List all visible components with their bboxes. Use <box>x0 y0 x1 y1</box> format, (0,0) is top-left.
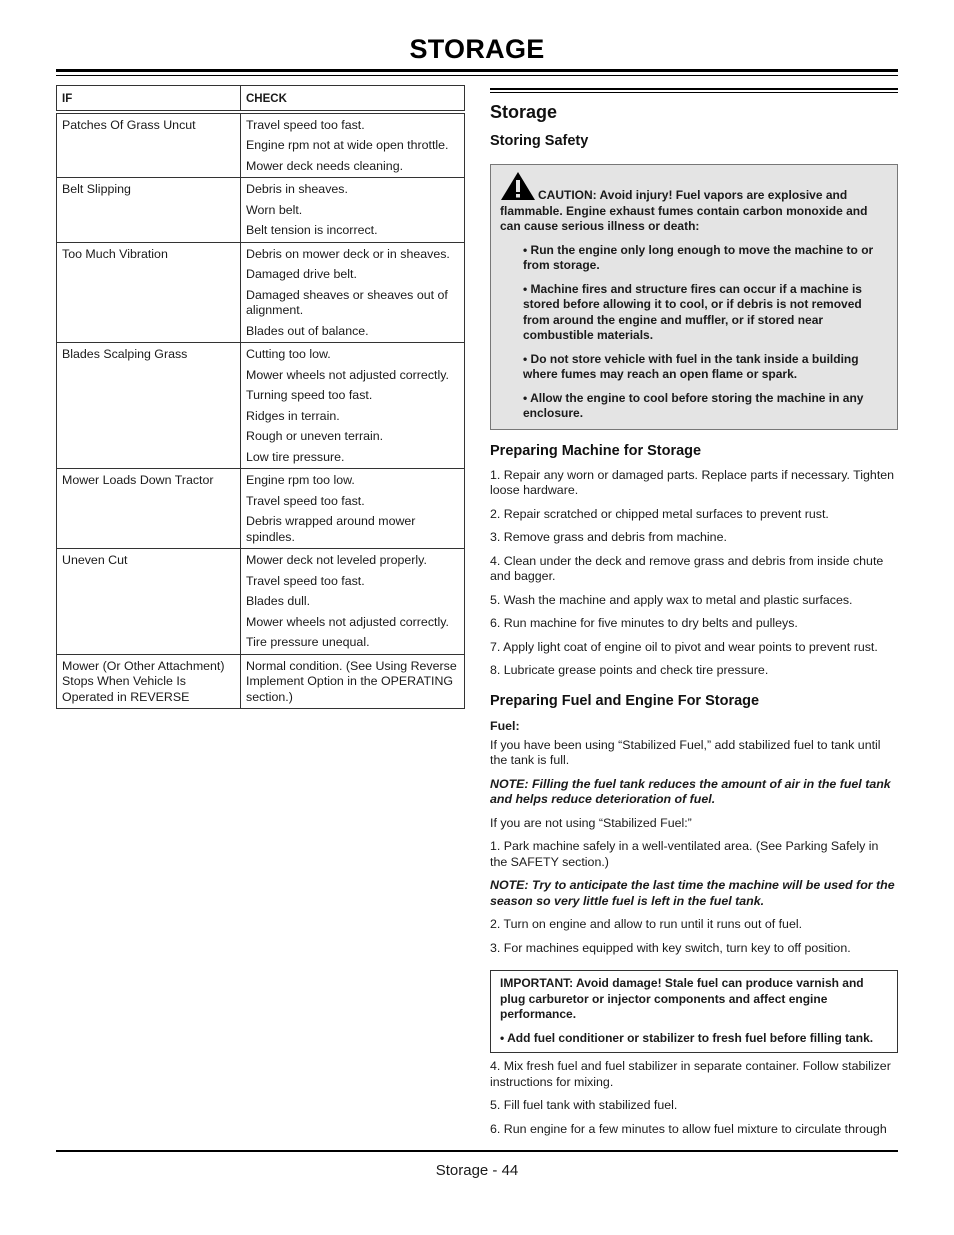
check-item: Worn belt. <box>246 202 303 217</box>
check-cell <box>241 654 465 709</box>
step-item: 5. Fill fuel tank with stabilized fuel. <box>490 1098 678 1112</box>
step-item: 4. Clean under the deck and remove grass and debris from inside chute and bagger. <box>490 553 884 583</box>
check-item: Engine rpm too low. <box>246 473 355 487</box>
stabilized-fuel-paragraph: If you have been using “Stabilized Fuel,” add stabilized fuel to tank until the tank is full. <box>490 737 881 767</box>
footer-rule <box>56 1150 898 1152</box>
check-item: Low tire pressure. <box>246 449 345 464</box>
important-box <box>490 970 898 1053</box>
important-text: IMPORTANT: Avoid damage! Stale fuel can produce varnish and plug carburetor or injector components and affect engine performance. <box>500 976 864 1021</box>
preparing-machine-heading: Preparing Machine for Storage <box>490 442 702 459</box>
check-cell <box>241 469 465 549</box>
step-item: 6. Run engine for a few minutes to allow fuel mixture to circulate through <box>490 1121 887 1136</box>
check-item: Travel speed too fast. <box>246 493 365 508</box>
note-last-use: NOTE: Try to anticipate the last time the machine will be used for the season so very little fuel is left in the fuel tank. <box>490 878 895 908</box>
caution-box <box>490 164 898 430</box>
if-cell: Belt Slipping <box>57 178 241 243</box>
check-item: Rough or uneven terrain. <box>246 429 384 443</box>
check-cell <box>241 343 465 469</box>
step-item: 2. Repair scratched or chipped metal surfaces to prevent rust. <box>490 506 829 521</box>
preparing-machine-steps <box>490 468 898 679</box>
page-title: STORAGE <box>409 34 545 64</box>
check-item: Mower deck not leveled properly. <box>246 553 427 567</box>
storing-safety-heading: Storing Safety <box>490 133 589 149</box>
caution-item: • Run the engine only long enough to move the machine to or from storage. <box>523 242 874 272</box>
check-cell <box>241 178 465 243</box>
title-rule-top <box>56 69 898 72</box>
important-bullet: • Add fuel conditioner or stabilizer to fresh fuel before filling tank. <box>500 1030 874 1045</box>
check-item: Debris in sheaves. <box>246 182 348 196</box>
check-item: Belt tension is incorrect. <box>246 223 378 237</box>
check-item: Blades dull. <box>246 594 311 608</box>
check-item: Debris wrapped around mower spindles. <box>246 514 416 544</box>
table-row <box>57 343 465 469</box>
header-check: CHECK <box>241 86 465 112</box>
check-item: Engine rpm not at wide open throttle. <box>246 138 449 152</box>
step-item: 8. Lubricate grease points and check tire pressure. <box>490 663 769 677</box>
if-cell: Mower (Or Other Attachment) Stops When Vehicle Is Operated in REVERSE <box>57 654 241 709</box>
check-item: Debris on mower deck or in sheaves. <box>246 246 450 261</box>
if-cell: Patches Of Grass Uncut <box>57 112 241 178</box>
check-item: Cutting too low. <box>246 347 331 361</box>
if-cell: Blades Scalping Grass <box>57 343 241 469</box>
fuel-step-1: 1. Park machine safely in a well-ventilated area. (See Parking Safely in the SAFETY section.) <box>490 839 879 869</box>
caution-text: CAUTION: Avoid injury! Fuel vapors are explosive and flammable. Engine exhaust fumes contain carbon monoxide and can cause serious illness or death: <box>500 188 868 233</box>
note-fuel-tank: NOTE: Filling the fuel tank reduces the amount of air in the fuel tank and helps reduce deterioration of fuel. <box>490 776 891 806</box>
check-item: Tire pressure unequal. <box>246 635 370 649</box>
check-item: Damaged drive belt. <box>246 267 357 281</box>
check-item: Turning speed too fast. <box>246 388 373 402</box>
caution-statement <box>500 171 888 235</box>
caution-item: • Machine fires and structure fires can occur if a machine is stored before allowing it to cool, or if debris is not removed from around the engine and muffler, or if stored near combustible materials. <box>523 281 862 342</box>
check-item: Blades out of balance. <box>246 323 369 338</box>
step-item: 4. Mix fresh fuel and fuel stabilizer in separate container. Follow stabilizer instructions for mixing. <box>490 1059 891 1089</box>
fuel-step-3: 3. For machines equipped with key switch, turn key to off position. <box>490 940 851 955</box>
section-rule <box>490 88 898 90</box>
check-item: Travel speed too fast. <box>246 117 365 132</box>
check-cell <box>241 242 465 343</box>
storage-heading: Storage <box>490 102 558 122</box>
header-if: IF <box>57 86 241 112</box>
caution-list <box>500 243 888 422</box>
warning-triangle-icon <box>500 171 536 201</box>
table-row <box>57 178 465 243</box>
if-cell: Too Much Vibration <box>57 242 241 343</box>
check-item: Ridges in terrain. <box>246 408 340 423</box>
caution-item: • Allow the engine to cool before storing the machine in any enclosure. <box>523 390 864 420</box>
table-header-row <box>57 86 465 112</box>
troubleshooting-table <box>56 85 465 709</box>
step-item: 3. Remove grass and debris from machine. <box>490 530 727 544</box>
step-item: 5. Wash the machine and apply wax to metal and plastic surfaces. <box>490 592 853 607</box>
table-row <box>57 242 465 343</box>
table-row <box>57 549 465 655</box>
title-rule-bottom <box>56 75 898 76</box>
step-item: 7. Apply light coat of engine oil to pivot and wear points to prevent rust. <box>490 639 878 654</box>
not-stabilized-paragraph: If you are not using “Stabilized Fuel:” <box>490 815 692 830</box>
check-item: Mower wheels not adjusted correctly. <box>246 614 449 629</box>
fuel-label: Fuel: <box>490 718 520 733</box>
fuel-steps-continued <box>490 1059 898 1137</box>
section-rule <box>490 92 898 93</box>
preparing-fuel-heading: Preparing Fuel and Engine For Storage <box>490 692 760 709</box>
check-cell <box>241 549 465 655</box>
check-item: Travel speed too fast. <box>246 573 365 588</box>
page-footer: Storage - 44 <box>435 1162 519 1179</box>
check-item: Normal condition. (See Using Reverse Implement Option in the OPERATING section.) <box>246 658 457 704</box>
table-row <box>57 469 465 549</box>
fuel-step-2: 2. Turn on engine and allow to run until it runs out of fuel. <box>490 917 803 931</box>
check-cell <box>241 112 465 178</box>
table-row <box>57 654 465 709</box>
if-cell: Uneven Cut <box>57 549 241 655</box>
step-item: 1. Repair any worn or damaged parts. Replace parts if necessary. Tighten loose hardware. <box>490 467 895 497</box>
table-row <box>57 112 465 178</box>
caution-item: • Do not store vehicle with fuel in the tank inside a building where fumes may reach an open flame or spark. <box>523 351 859 381</box>
check-item: Mower wheels not adjusted correctly. <box>246 367 449 382</box>
storage-column <box>490 88 898 1145</box>
step-item: 6. Run machine for five minutes to dry belts and pulleys. <box>490 616 798 630</box>
if-cell: Mower Loads Down Tractor <box>57 469 241 549</box>
check-item: Damaged sheaves or sheaves out of alignment. <box>246 287 448 317</box>
check-item: Mower deck needs cleaning. <box>246 158 404 173</box>
